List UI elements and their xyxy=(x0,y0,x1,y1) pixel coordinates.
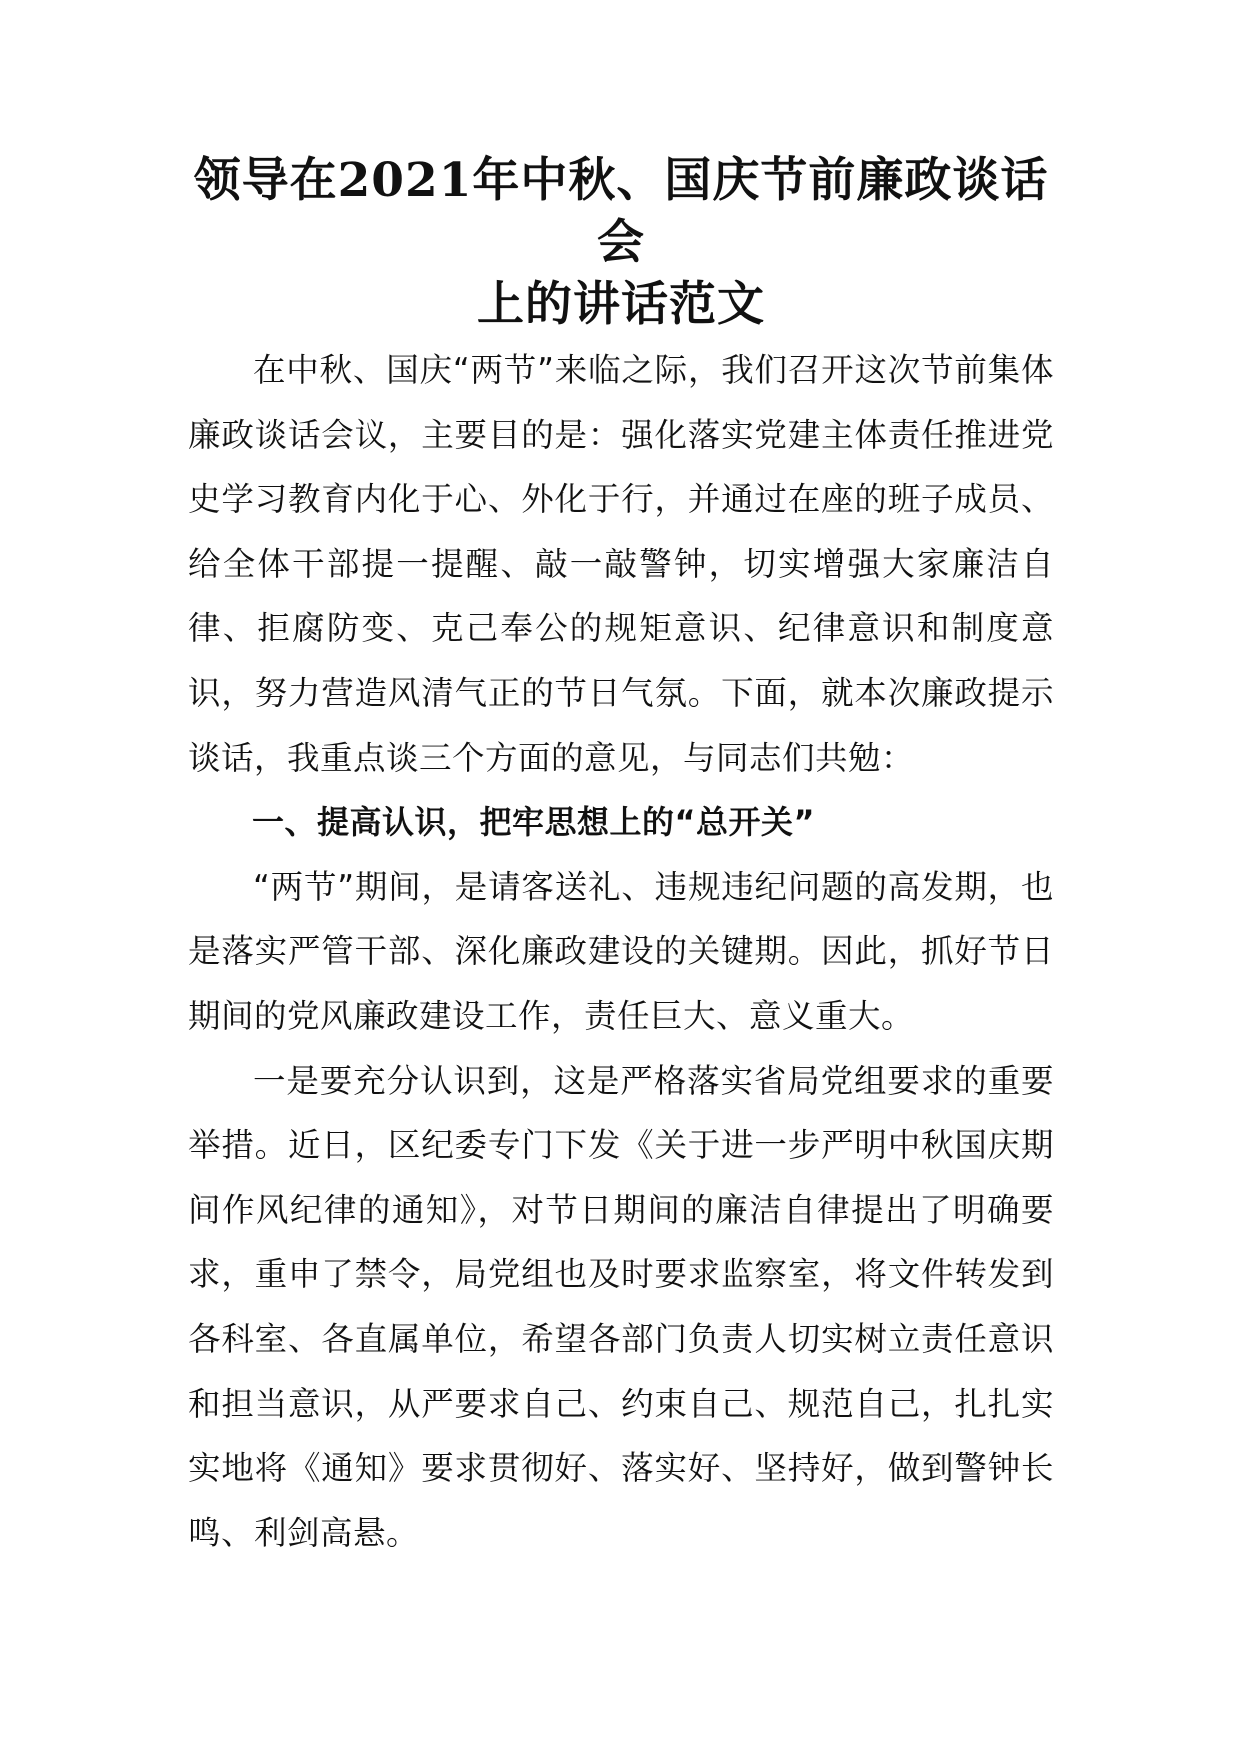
document-title xyxy=(188,150,1054,336)
section-1-heading: 一、提高认识，把牢思想上的“总开关” xyxy=(252,803,816,842)
section-1-paragraph-2: 一是要充分认识到，这是严格落实省局党组要求的重要举措。近日，区纪委专门下发《关于进一步严明中秋国庆期间作风纪律的通知》，对节日期间的廉洁自律提出了明确要求，重申了禁令，局党组也及时要求监察室，将文件转发到各科室、各直属单位，希望各部门负责人切实树立责任意识和担当意识，从严要求自己、约束自己、规范自己，扎扎实实地将《通知》要求贯彻好、落实好、坚持好，做到警钟长鸣、利剑高悬。 xyxy=(188,1061,1054,1552)
document-page xyxy=(188,150,1054,1565)
intro-paragraph: 在中秋、国庆“两节”来临之际，我们召开这次节前集体廉政谈话会议，主要目的是：强化落实党建主体责任推进党史学习教育内化于心、外化于行，并通过在座的班子成员、给全体干部提一提醒、敲一敲警钟，切实增强大家廉洁自律、拒腐防变、克己奉公的规矩意识、纪律意识和制度意识，努力营造风清气正的节日气氛。下面，就本次廉政提示谈话，我重点谈三个方面的意见，与同志们共勉： xyxy=(188,351,1054,777)
title-line-1: 领导在2021年中秋、国庆节前廉政谈话会 xyxy=(193,153,1049,270)
section-1-paragraph-1: “两节”期间，是请客送礼、违规违纪问题的高发期，也是落实严管干部、深化廉政建设的关键期。因此，抓好节日期间的党风廉政建设工作，责任巨大、意义重大。 xyxy=(188,867,1054,1035)
title-line-2: 上的讲话范文 xyxy=(477,277,765,332)
document-body xyxy=(188,338,1054,1565)
